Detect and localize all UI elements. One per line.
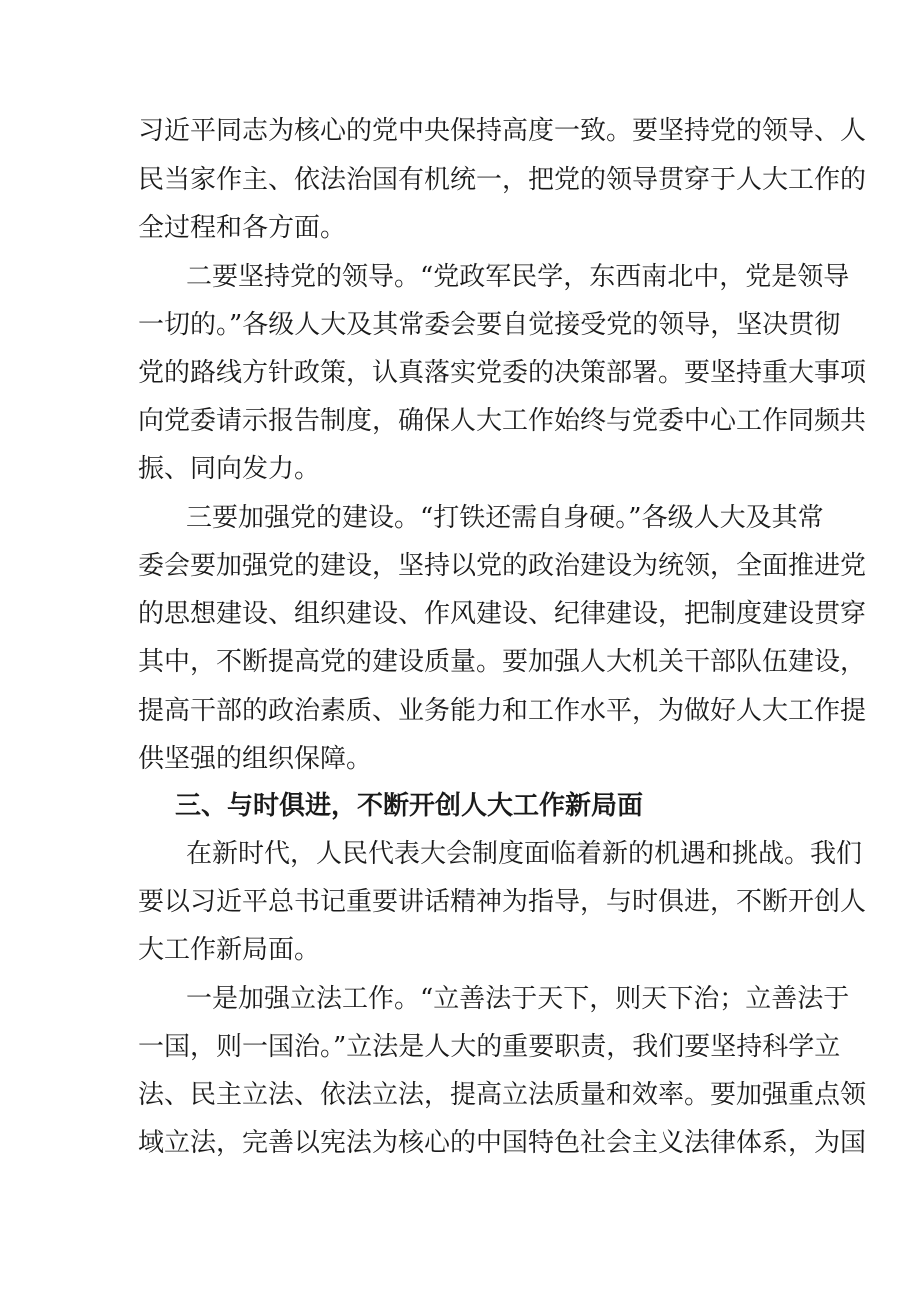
- paragraph-line: 民当家作主、依法治国有机统一，把党的领导贯穿于人大工作的: [138, 165, 867, 195]
- section-heading: 三、与时俱进，不断开创人大工作新局面: [175, 791, 644, 821]
- paragraph-line: 一切的。”各级人大及其常委会要自觉接受党的领导，坚决贯彻: [138, 310, 841, 340]
- paragraph-line: 提高干部的政治素质、业务能力和工作水平，为做好人大工作提: [138, 696, 867, 726]
- paragraph-line: 在新时代，人民代表大会制度面临着新的机遇和挑战。我们: [186, 839, 863, 869]
- paragraph-line: 振、同向发力。: [138, 454, 321, 484]
- paragraph-line: 供坚强的组织保障。: [138, 744, 373, 774]
- paragraph-line: 习近平同志为核心的党中央保持高度一致。要坚持党的领导、人: [138, 116, 867, 146]
- paragraph-line: 的思想建设、组织建设、作风建设、纪律建设，把制度建设贯穿: [138, 599, 867, 629]
- paragraph-line: 其中，不断提高党的建设质量。要加强人大机关干部队伍建设，: [138, 647, 867, 677]
- paragraph-line: 法、民主立法、依法立法，提高立法质量和效率。要加强重点领: [138, 1080, 867, 1110]
- paragraph-line: 三要加强党的建设。“打铁还需自身硬。”各级人大及其常: [186, 503, 824, 533]
- paragraph-line: 一国，则一国治。”立法是人大的重要职责，我们要坚持科学立: [138, 1032, 841, 1062]
- paragraph-line: 要以习近平总书记重要讲话精神为指导，与时俱进，不断开创人: [138, 887, 867, 917]
- paragraph-line: 委会要加强党的建设，坚持以党的政治建设为统领，全面推进党: [138, 551, 867, 581]
- paragraph-line: 党的路线方针政策，认真落实党委的决策部署。要坚持重大事项: [138, 358, 867, 388]
- paragraph-line: 向党委请示报告制度，确保人大工作始终与党委中心工作同频共: [138, 406, 867, 436]
- paragraph-line: 一是加强立法工作。“立善法于天下，则天下治；立善法于: [186, 984, 850, 1014]
- paragraph-line: 域立法，完善以宪法为核心的中国特色社会主义法律体系，为国: [138, 1128, 867, 1158]
- paragraph-line: 全过程和各方面。: [138, 213, 347, 243]
- paragraph-line: 大工作新局面。: [138, 935, 321, 965]
- paragraph-line: 二要坚持党的领导。“党政军民学，东西南北中，党是领导: [186, 262, 850, 292]
